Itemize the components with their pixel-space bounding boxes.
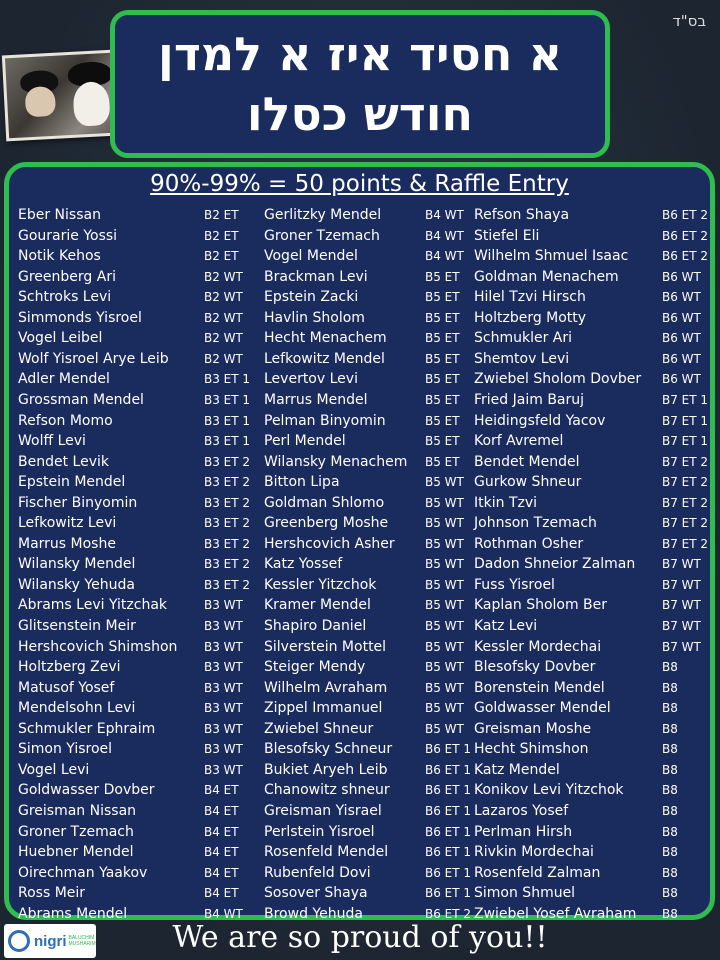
student-name: Perlstein Yisroel — [264, 823, 375, 840]
student-class: B4 ET — [204, 803, 239, 818]
student-name: Shapiro Daniel — [264, 618, 367, 634]
student-name: Holtzberg Zevi — [18, 659, 121, 676]
student-class: B4 ET — [204, 845, 239, 860]
student-name: Oirechman Yaakov — [18, 864, 148, 881]
student-class: B8 — [662, 865, 678, 880]
student-name: Konikov Levi Yitzchok — [474, 782, 624, 799]
student-name: Kessler Yitzchok — [264, 576, 377, 593]
student-class: B8 — [662, 783, 678, 798]
student-class: B7 ET 1 — [662, 434, 709, 449]
student-class: B2 WT — [204, 290, 243, 305]
student-class: B5 WT — [425, 721, 464, 736]
student-name: Rubenfeld Dovi — [264, 864, 371, 881]
student-class: B2 WT — [204, 310, 243, 325]
student-name: Bendet Mendel — [474, 453, 580, 470]
student-class: B2 WT — [204, 331, 243, 346]
student-class: B4 WT — [425, 249, 464, 264]
student-name: Kessler Mordechai — [474, 638, 602, 655]
student-class: B3 WT — [204, 701, 243, 716]
student-name: Goldman Menachem — [474, 268, 619, 285]
student-class: B5 WT — [425, 516, 464, 531]
student-class: B6 WT — [662, 351, 701, 366]
student-name: Gerlitzky Mendel — [264, 207, 382, 223]
student-name: Kaplan Sholom Ber — [474, 597, 608, 614]
student-name: Lefkowitz Mendel — [264, 350, 385, 367]
student-name: Hershcovich Shimshon — [18, 638, 178, 655]
student-class: B6 ET 2 — [662, 249, 709, 264]
student-name: Groner Tzemach — [264, 227, 380, 244]
student-name: Wolff Levi — [18, 433, 86, 450]
student-name: Epstein Zacki — [264, 289, 359, 306]
student-class: B7 WT — [662, 557, 701, 572]
student-class: B2 WT — [204, 269, 243, 284]
student-class: B4 WT — [204, 906, 243, 921]
student-class: B7 ET 2 — [662, 475, 709, 490]
student-name: Greenberg Moshe — [264, 515, 389, 532]
student-class: B5 ET — [425, 290, 460, 305]
student-name: Epstein Mendel — [18, 474, 126, 491]
title-line-2: חודש כסלו — [246, 87, 474, 141]
student-class: B5 WT — [425, 536, 464, 551]
student-class: B3 WT — [204, 598, 243, 613]
student-class: B3 WT — [204, 660, 243, 675]
student-class: B5 ET — [425, 434, 460, 449]
student-class: B6 ET 1 — [425, 845, 472, 860]
student-name: Blesofsky Dovber — [474, 659, 596, 676]
student-class: B3 ET 2 — [204, 475, 251, 490]
student-name: Blesofsky Schneur — [264, 741, 393, 758]
student-name: Groner Tzemach — [18, 823, 134, 840]
student-name: Rivkin Mordechai — [474, 844, 594, 861]
student-class: B4 WT — [425, 208, 464, 222]
student-name: Hilel Tzvi Hirsch — [474, 289, 586, 306]
student-class: B6 WT — [662, 290, 701, 305]
student-name: Schtroks Levi — [18, 289, 112, 306]
student-class: B3 ET 2 — [204, 495, 251, 510]
student-name: Greenberg Ari — [18, 268, 116, 285]
student-name: Ross Meir — [18, 885, 86, 902]
student-name: Wilansky Menachem — [264, 453, 408, 470]
student-name: Lefkowitz Levi — [18, 515, 117, 532]
student-class: B5 WT — [425, 701, 464, 716]
student-class: B8 — [662, 701, 678, 716]
student-class: B7 ET 2 — [662, 516, 709, 531]
student-name: Pelman Binyomin — [264, 412, 386, 429]
student-class: B3 WT — [204, 639, 243, 654]
student-name: Greisman Nissan — [18, 802, 137, 819]
student-name: Bitton Lipa — [264, 474, 340, 491]
student-class: B8 — [662, 824, 678, 839]
student-class: B5 WT — [425, 475, 464, 490]
student-name: Levertov Levi — [264, 371, 358, 388]
student-class: B5 WT — [425, 660, 464, 675]
student-name: Vogel Leibel — [18, 330, 103, 347]
student-name: Rothman Osher — [474, 535, 584, 552]
title-banner — [110, 10, 610, 158]
student-class: B7 ET 1 — [662, 392, 709, 407]
student-class: B7 ET 2 — [662, 454, 709, 469]
student-name: Wolf Yisroel Arye Leib — [18, 350, 169, 367]
student-class: B5 ET — [425, 351, 460, 366]
student-name: Rosenfeld Zalman — [474, 864, 601, 881]
student-class: B5 WT — [425, 557, 464, 572]
student-name: Matusof Yosef — [18, 679, 115, 696]
student-name: Bendet Levik — [18, 453, 109, 470]
student-name: Simon Yisroel — [18, 741, 113, 758]
points-header: 90%-99% = 50 points & Raffle Entry — [150, 171, 569, 197]
student-class: B3 ET 1 — [204, 372, 251, 387]
student-class: B8 — [662, 886, 678, 901]
student-name: Zippel Immanuel — [264, 700, 383, 717]
student-name: Zwiebel Sholom Dovber — [474, 371, 642, 388]
student-class: B8 — [662, 721, 678, 736]
logo-subtitle: BALUCHIM MUSHARIM — [68, 935, 96, 947]
student-class: B6 ET 2 — [425, 906, 472, 921]
student-name: Goldwasser Dovber — [18, 782, 155, 799]
student-class: B4 ET — [204, 886, 239, 901]
student-class: B2 ET — [204, 249, 239, 264]
student-name: Refson Momo — [18, 412, 113, 429]
student-class: B7 ET 1 — [662, 413, 709, 428]
honor-roll-panel — [4, 162, 715, 920]
logo-name: nigri — [34, 932, 67, 950]
student-name: Notik Kehos — [18, 248, 101, 265]
student-name: Browd Yehuda — [264, 905, 363, 922]
student-class: B5 WT — [425, 598, 464, 613]
student-class: B5 WT — [425, 577, 464, 592]
student-name: Refson Shaya — [474, 207, 570, 223]
student-class: B7 WT — [662, 577, 701, 592]
student-class: B8 — [662, 742, 678, 757]
student-class: B5 ET — [425, 310, 460, 325]
student-class: B5 WT — [425, 619, 464, 633]
student-class: B3 WT — [204, 680, 243, 695]
student-name: Wilhelm Shmuel Isaac — [474, 248, 629, 265]
title-line-1: א חסיד איז א למדן — [158, 27, 562, 81]
student-name: Katz Levi — [474, 618, 538, 634]
student-name: Borenstein Mendel — [474, 679, 605, 696]
student-class: B6 WT — [662, 310, 701, 325]
student-class: B8 — [662, 660, 678, 675]
student-class: B7 ET 2 — [662, 536, 709, 551]
student-name: Korf Avremel — [474, 433, 564, 450]
student-name: Marrus Mendel — [264, 391, 368, 408]
student-class: B6 WT — [662, 269, 701, 284]
student-name: Hecht Menachem — [264, 330, 387, 347]
student-name: Mendelsohn Levi — [18, 700, 136, 717]
student-name: Wilansky Yehuda — [18, 576, 135, 593]
student-name: Gourarie Yossi — [18, 227, 118, 244]
student-class: B5 ET — [425, 269, 460, 284]
student-name: Stiefel Eli — [474, 227, 540, 244]
student-class: B5 ET — [425, 392, 460, 407]
student-class: B2 WT — [204, 351, 243, 366]
student-class: B5 ET — [425, 331, 460, 346]
student-class: B8 — [662, 906, 678, 921]
student-name: Simmonds Yisroel — [18, 309, 142, 326]
student-name: Vogel Levi — [18, 761, 90, 778]
student-name: Shemtov Levi — [474, 350, 570, 367]
student-name: Marrus Moshe — [18, 535, 116, 552]
student-class: B3 WT — [204, 742, 243, 757]
student-class: B6 WT — [662, 372, 701, 387]
bsd-mark: בס"ד — [672, 12, 706, 30]
student-name: Hecht Shimshon — [474, 741, 589, 758]
student-class: B3 WT — [204, 721, 243, 736]
student-class: B4 ET — [204, 824, 239, 839]
student-class: B3 WT — [204, 619, 243, 633]
student-name: Gurkow Shneur — [474, 474, 582, 491]
student-name: Eber Nissan — [18, 207, 101, 223]
student-name: Fischer Binyomin — [18, 494, 138, 511]
student-class: B7 WT — [662, 619, 701, 633]
student-class: B3 ET 1 — [204, 413, 251, 428]
student-class: B6 ET 1 — [425, 762, 472, 777]
student-name: Chanowitz shneur — [264, 782, 390, 799]
student-class: B4 WT — [425, 228, 464, 243]
student-class: B4 ET — [204, 865, 239, 880]
student-class: B6 ET 1 — [425, 783, 472, 798]
student-name: Schmukler Ari — [474, 330, 573, 347]
student-name: Wilhelm Avraham — [264, 679, 388, 696]
student-name: Katz Mendel — [474, 761, 560, 778]
student-class: B3 ET 2 — [204, 577, 251, 592]
student-class: B8 — [662, 762, 678, 777]
student-name: Fried Jaim Baruj — [474, 391, 585, 408]
student-name: Havlin Sholom — [264, 309, 365, 326]
student-name: Kramer Mendel — [264, 597, 371, 614]
student-class: B6 ET 2 — [662, 208, 709, 222]
student-name: Holtzberg Motty — [474, 309, 587, 326]
student-class: B6 ET 1 — [425, 865, 472, 880]
student-name: Goldwasser Mendel — [474, 700, 611, 717]
student-class: B6 ET 1 — [425, 742, 472, 757]
student-class: B5 WT — [425, 639, 464, 654]
student-class: B5 ET — [425, 372, 460, 387]
student-name: Perlman Hirsh — [474, 823, 573, 840]
student-name: Bukiet Aryeh Leib — [264, 761, 388, 778]
student-name: Fuss Yisroel — [474, 576, 555, 593]
student-class: B3 ET 2 — [204, 454, 251, 469]
student-name: Perl Mendel — [264, 433, 346, 450]
student-name: Goldman Shlomo — [264, 494, 385, 511]
student-name: Schmukler Ephraim — [18, 720, 156, 737]
student-class: B4 ET — [204, 783, 239, 798]
student-class: B6 ET 2 — [662, 228, 709, 243]
student-class: B5 WT — [425, 680, 464, 695]
student-class: B7 WT — [662, 598, 701, 613]
student-name: Katz Yossef — [264, 556, 343, 573]
footer-message: We are so proud of you!! — [172, 920, 548, 955]
student-name: Vogel Mendel — [264, 248, 358, 265]
student-name: Zwiebel Shneur — [264, 720, 374, 737]
student-name: Heidingsfeld Yacov — [474, 412, 606, 429]
student-name: Greisman Yisrael — [264, 802, 382, 819]
student-class: B3 ET 2 — [204, 536, 251, 551]
student-name: Rosenfeld Mendel — [264, 844, 389, 861]
student-class: B2 ET — [204, 228, 239, 243]
student-name: Wilansky Mendel — [18, 556, 136, 573]
student-name: Abrams Mendel — [18, 905, 128, 922]
student-name: Adler Mendel — [18, 371, 110, 388]
student-name: Simon Shmuel — [474, 885, 576, 902]
student-class: B2 ET — [204, 208, 239, 222]
student-name: Itkin Tzvi — [474, 494, 538, 511]
student-class: B7 WT — [662, 639, 701, 654]
student-class: B3 ET 1 — [204, 434, 251, 449]
student-name: Huebner Mendel — [18, 844, 134, 861]
student-name: Brackman Levi — [264, 268, 368, 285]
student-class: B8 — [662, 803, 678, 818]
student-name: Glitsenstein Meir — [18, 618, 136, 634]
student-class: B6 WT — [662, 331, 701, 346]
student-name: Abrams Levi Yitzchak — [18, 597, 168, 614]
student-name: Zwiebel Yosef Avraham — [474, 905, 637, 922]
student-class: B5 ET — [425, 413, 460, 428]
student-name: Grossman Mendel — [18, 391, 144, 408]
student-class: B3 WT — [204, 762, 243, 777]
student-class: B6 ET 1 — [425, 803, 472, 818]
student-class: B6 ET 1 — [425, 886, 472, 901]
student-class: B3 ET 2 — [204, 516, 251, 531]
student-name: Greisman Moshe — [474, 720, 592, 737]
student-name: Lazaros Yosef — [474, 802, 569, 819]
student-name: Hershcovich Asher — [264, 535, 395, 552]
student-class: B3 ET 2 — [204, 557, 251, 572]
student-name: Sosover Shaya — [264, 885, 368, 902]
student-name: Dadon Shneior Zalman — [474, 556, 636, 573]
student-name: Silverstein Mottel — [264, 638, 387, 655]
student-class: B3 ET 1 — [204, 392, 251, 407]
student-name: Steiger Mendy — [264, 659, 366, 676]
student-class: B5 WT — [425, 495, 464, 510]
student-class: B7 ET 2 — [662, 495, 709, 510]
student-name: Johnson Tzemach — [474, 515, 597, 532]
student-class: B8 — [662, 680, 678, 695]
student-class: B6 ET 1 — [425, 824, 472, 839]
student-class: B5 ET — [425, 454, 460, 469]
student-class: B8 — [662, 845, 678, 860]
